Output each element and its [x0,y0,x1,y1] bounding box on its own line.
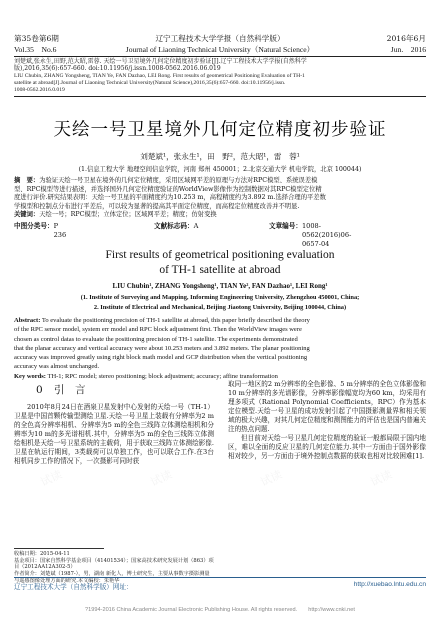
watermark: 试读 [38,468,64,489]
clc-label: 中图分类号： [14,222,54,230]
section-number: 0 [36,384,43,396]
right-column [228,380,426,461]
citation-cn-line: 刘楚斌,张永生,田野,范大昭,雷蓉. 天绘一号卫星境外几何定位精度初步验证[J].辽宁工程技术大学学报(自然科学 [14,58,307,65]
abstract-cn [14,177,426,220]
authors-en: LIU Chubin¹, ZHANG Yongsheng¹, TIAN Ye², FAN Dazhao¹, LEI Rong¹ [112,282,328,290]
citation-cn-line: 版),2016,35(6):657-660. doi:10.11956/j.issn.1008-0562.2016.06.019 [14,65,221,73]
watermark: 试读 [368,468,394,489]
footnote-funding: 基金项目：国家自然科学基金项目（41401534）；国家高技术研究发展计划（863）项目（2012AA12A302-5） [14,557,214,571]
abstract-en-label: Abstract: [14,317,41,324]
keywords-cn-label: 关键词： [14,211,40,219]
abstract-en-line: of the RPC sensor model, system err model and RPC block adjustment first. Then the WorldView images were [14,326,302,334]
keywords-en: TH-1; RPC model; stereo positioning; block adjustment; accuracy; affine transformation [45,372,278,380]
footnote-received: 收稿日期：2015-04-11 [14,551,70,557]
watermark: 试读 [148,468,174,489]
abstract-en-line: that the planar accuracy and vertical accuracy were about 10.253 meters and 3.892 meters. The planar positioning [14,344,310,352]
affiliation-cn: (1.信息工程大学 地理空间信息学院，河南 郑州 450001；2.北京交通大学 机电学院，北京 100044) [78,166,362,173]
abstract-en-line: accuracy was improved greatly using right block math model and GCP distribution when the vertical positioning [14,354,308,362]
body-paragraph: 但目前对天绘一号卫星几何定位精度的验证一般都局限于国内地区，难以全面的反应卫星的几何定位能力.其中一方面由于国外影像相对较少，另一方面由于境外控制点数据的获取也相对比较困难[1]. [228,434,426,461]
keywords-cn: 天绘一号；RPC模型；立体定位；区域网平差；精度；仿射变换 [39,211,217,219]
abstract-cn-line: 学模型和控制点分布进行平差后，可以较为显著的提高其平面定位精度，而高程定位精度改善并不明显. [14,202,300,210]
article-number-label: 文章编号： [269,222,302,230]
body-paragraph: 取同一地区的2 m分辨率的全色影像、5 m分辨率的全色立体影像和10 m分辨率的多光谱影像，分辨率影像幅宽均为60 km，均采用有理多项式（Rational Polynomial Coefficients，RPC）作为基本定位模型.天绘一号卫星的成功发射引起了中国摄影测量界和相关领域的极大兴趣，对其几何定位精度和测图能力的评估也是国内普遍关注的热点问题. [228,380,426,434]
footnote-author: 作者简介：刘楚斌（1987-），男，湖南 新化人，博士研究生，主要从事数字摄影测量与遥感图像处理方面的研究.本文编校：朱艳华 [14,571,210,584]
article-title-en-line: First results of geometrical positioning evaluation [105,249,335,261]
abstract-cn-line: 为验证天绘一号卫星在境外的几何定位精度，采用区域网平差的原理与方法对RPC模型、系统误差模 [39,177,318,184]
abstract-en-line: chosen as control datas to evaluate the positioning precision of TH-1 satellite. The experiments demonstrated [14,335,298,343]
doc-code-label: 文献标志码： [154,222,194,230]
footnotes [14,551,214,585]
date-cn: 2016年6月 [386,34,426,43]
header-rule [14,56,426,57]
date-en: Jun. 2016 [390,45,426,54]
authors-cn: 刘楚斌¹，张永生¹，田 野²，范大昭¹，雷 蓉¹ [140,152,300,161]
article-number: 1008-0562(2016)06-0657-04 [301,222,352,248]
abstract-en-line: To evaluate the positioning precision of TH-1 satellite at abroad, this paper briefly described the theory [40,317,310,324]
left-column [14,403,214,466]
watermark: 试读 [258,468,284,489]
abstract-cn-label: 摘 要： [14,177,40,184]
affiliation-en-line: (1. Institute of Surveying and Mapping, Informing Engineering University, Zhengzhou 450001, China; [80,294,360,301]
volume-issue-cn: 第35卷第6期 [14,34,59,43]
citation-block [14,58,426,94]
volume-issue-en: Vol.35 No.6 [14,45,57,54]
abstract-cn-line: 度进行评价.研究结果表明：天绘一号卫星的平面精度约为10.253 m，高程精度约为3.892 m.选择合理的平差数 [14,194,326,202]
abstract-cn-line: 型、RPC模型等进行描述，并选择国外几何定位精度验证的WorldView影像作为控制数据对其RPC模型定位精 [14,185,322,193]
clc-number: P 236 [53,222,67,239]
footnote-rule [14,548,104,549]
abstract-en-line: accuracy was almost unchanged. [14,363,100,371]
body-paragraph: 2010年8月24日在酒泉卫星发射中心发射的天绘一号（TH-1）卫星是中国首颗传输型测绘卫星.天绘一号卫星上装载有分辨率为2 m的全色高分辨率相机、分辨率为5 m的全色三线阵立体测绘相机和分辨率为10 m的多光谱相机.其中，分辨率为5 m的全色三线阵立体测绘相机是天绘一号卫星系统的主载荷，用于获取三线阵立体测绘影像.卫星在轨运行期间，3类载荷可以单独工作，也可以联合工作.在3台相机同步工作的情况下，一次摄影可同时获 [14,403,214,466]
footer-rule [14,577,426,578]
citation-en-line: 1008-0562.2016.0.019 [14,87,65,94]
article-title-cn: 天绘一号卫星境外几何定位精度初步验证 [53,120,387,140]
copyright-notice: ?1994-2016 China Academic Journal Electronic Publishing House. All rights reserved. http://www.cnki.net [85,607,355,613]
doc-code: A [193,222,199,230]
journal-name-en: Journal of Liaoning Technical University（Natural Science） [125,45,315,54]
article-title-en-line: of TH-1 satellite at abroad [159,263,281,276]
article-title-en [20,248,420,277]
citation-en-line: LIU Chubin, ZHANG Yongsheng, TIAN Ye, FAN Dazhao, LEI Rong. First results of geometrical Positioning Evaluation of TH-1 [14,72,305,79]
affiliation-en [14,293,426,312]
keywords-en-label: Key words: [14,372,46,380]
affiliation-en-line: 2. Institute of Electrical and Mechanical, Beijing Jiaotong University, Beijing 100044, China) [93,303,347,311]
footer-journal: 辽宁工程技术大学（自然科学版）网址： [14,584,133,591]
section-title: 引 言 [54,384,86,396]
citation-rule [14,96,426,97]
journal-name-cn: 辽宁工程技术大学学报（自然科学版） [155,34,285,43]
footer-url[interactable]: http://xuebao.lntu.edu.cn [353,581,426,588]
abstract-en [14,316,426,381]
section-heading [36,382,86,397]
citation-en-line: satellite at abroad[J].Journal of Liaoning Technical University(Natural Science),2016,35(6):657-660. doi:10.11956/j.issn. [14,79,286,86]
